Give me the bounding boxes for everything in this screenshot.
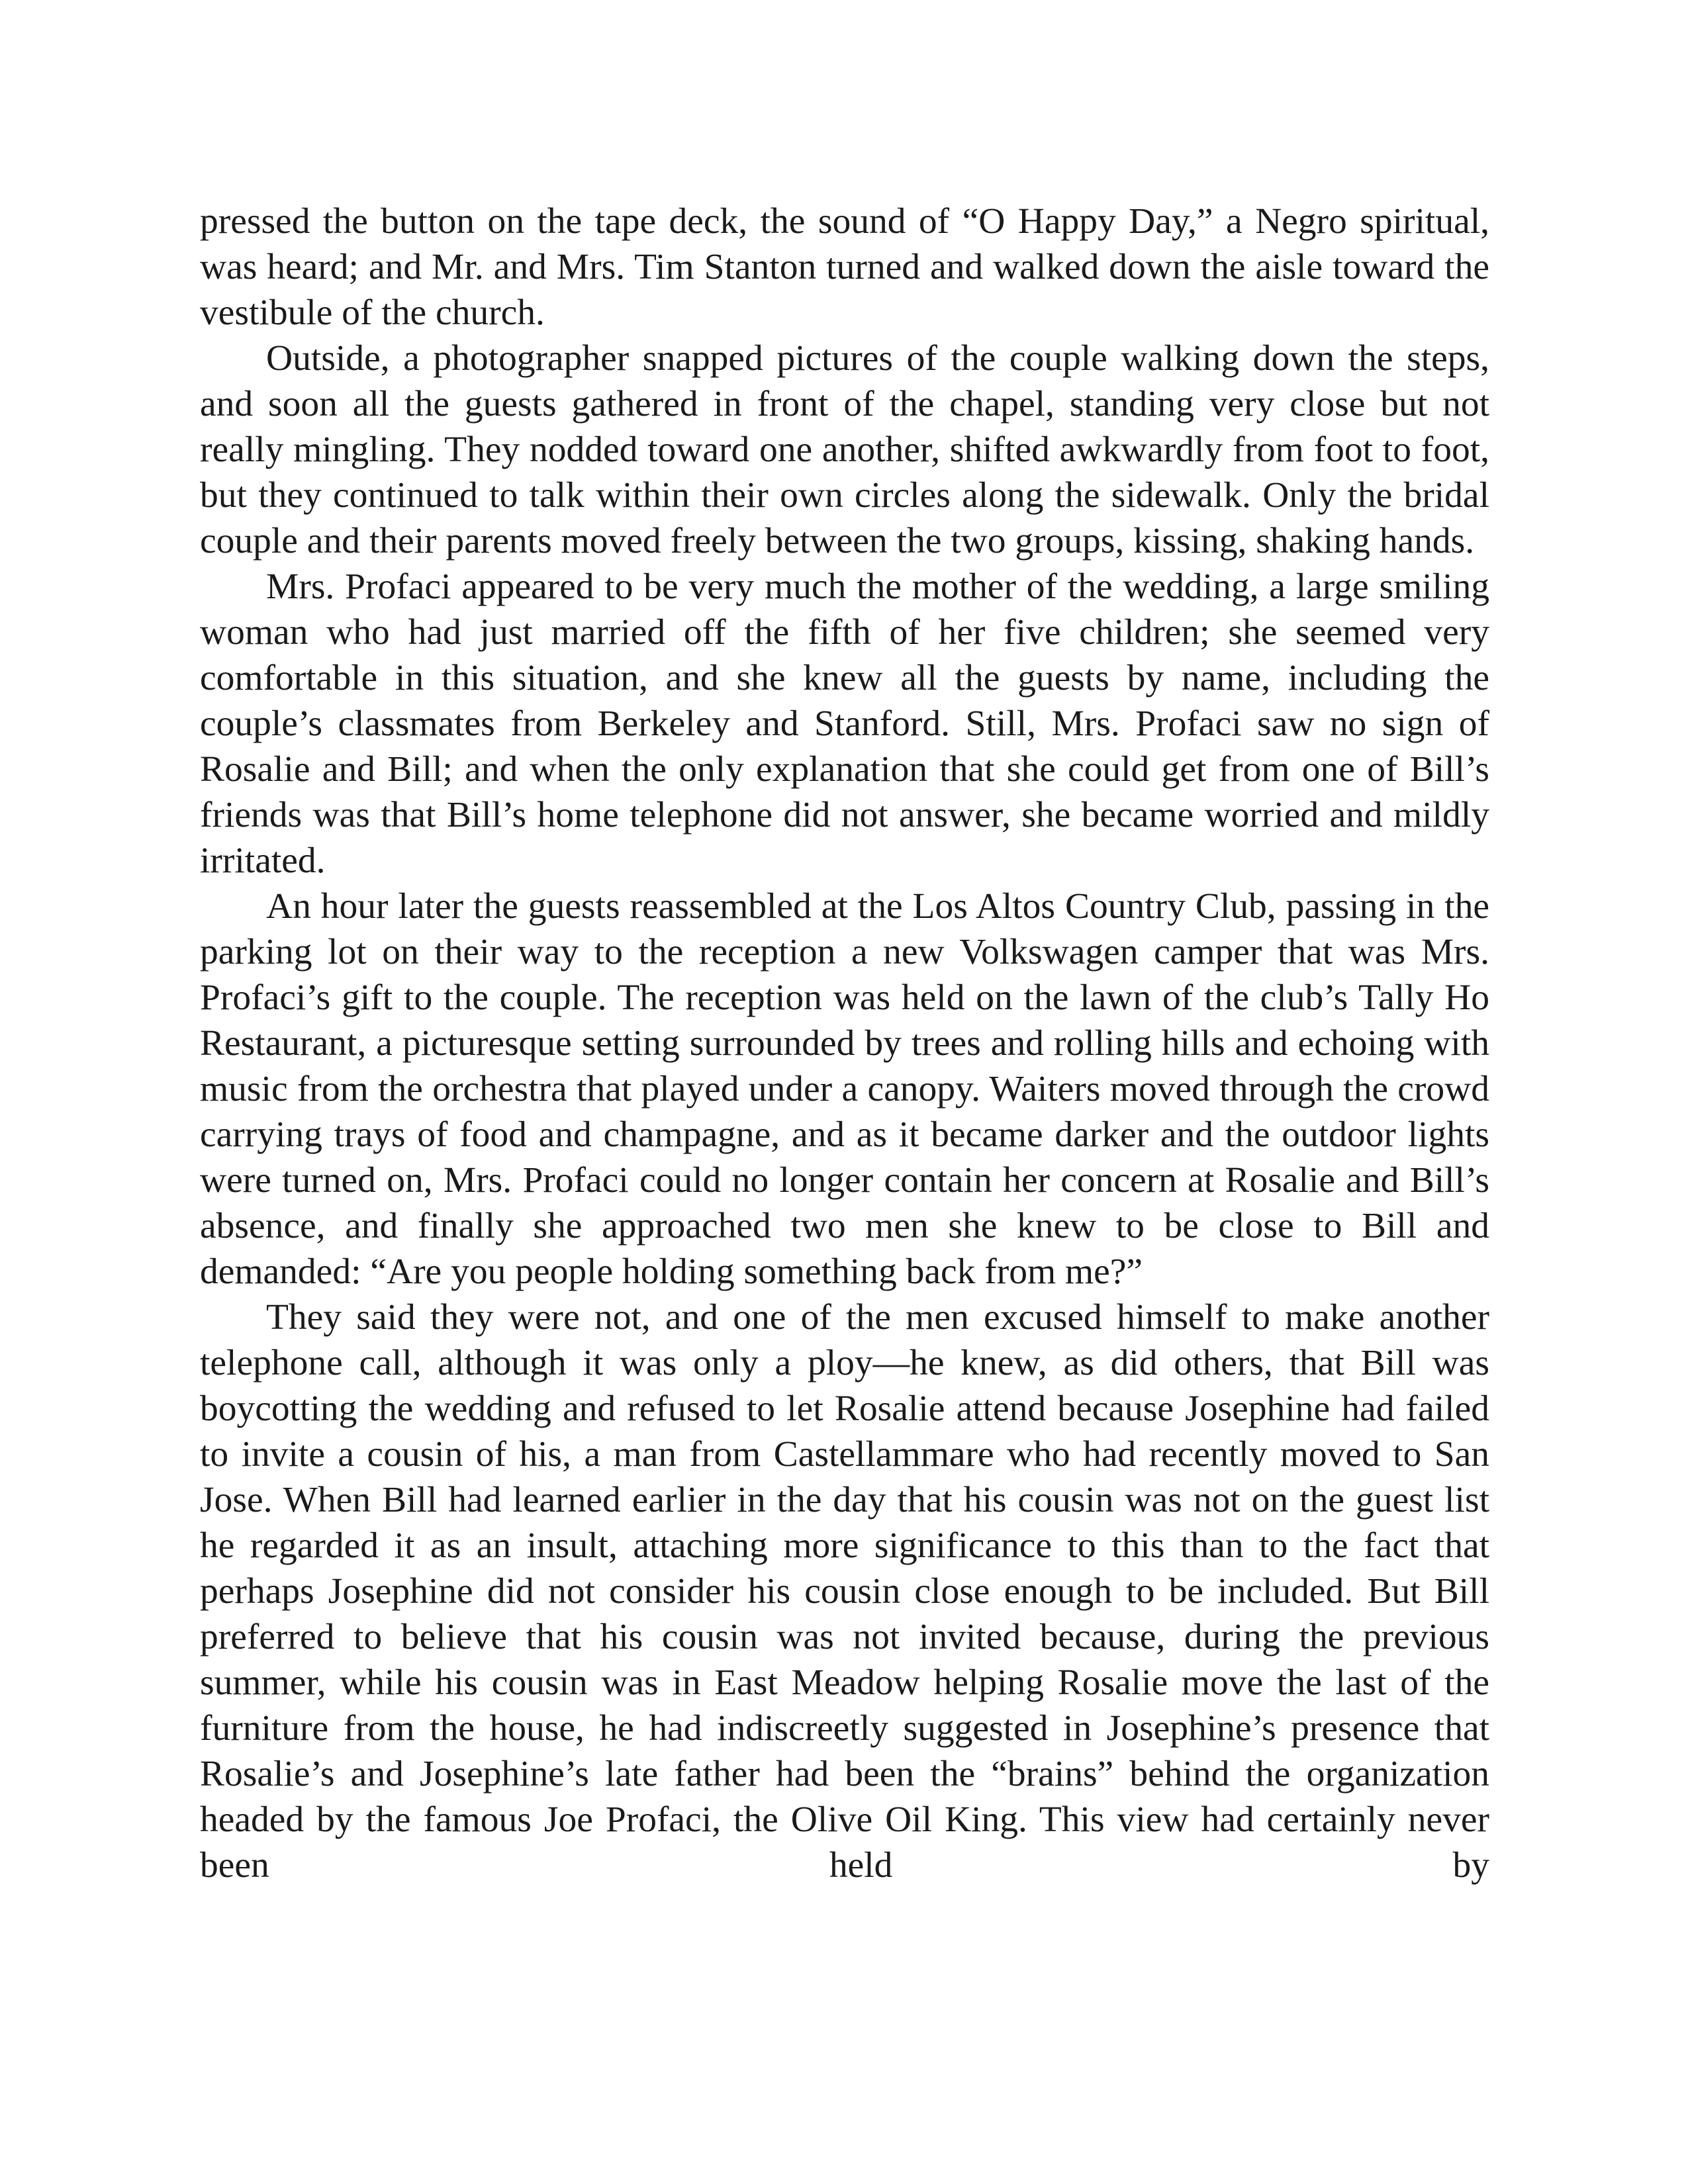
paragraph-5: They said they were not, and one of the men excused himself to make another telephone call, although it was only a ploy—he knew, as did others, that Bill was boycotting the wedding and refused to let Rosalie attend because Josephine had failed to invite a cousin of his, a man from Castellammare who had recently moved to San Jose. When Bill had learned earlier in the day that his cousin was not on the guest list he regarded it as an insult, attaching more significance to this than to the fact that perhaps Josephine did not consider his cousin close enough to be included. But Bill preferred to believe that his cousin was not invited because, during the previous summer, while his cousin was in East Meadow helping Rosalie move the last of the furniture from the house, he had indiscreetly suggested in Josephine’s presence that Rosalie’s and Josephine’s late father had been the “brains” behind the organization headed by the famous Joe Profaci, the Olive Oil King. This view had certainly never been held by [200, 1297, 1489, 1886]
paragraph-2: Outside, a photographer snapped pictures of the couple walking down the steps, and soon all the guests gathered in front of the chapel, standing very close but not really mingling. They nodded toward one another, shifted awkwardly from foot to foot, but they continued to talk within their own circles along the sidewalk. Only the bridal couple and their parents moved freely between the two groups, kissing, shaking hands. [200, 338, 1489, 561]
paragraph-3: Mrs. Profaci appeared to be very much the mother of the wedding, a large smiling woman who had just married off the fifth of her five children; she seemed very comfortable in this situation, and she knew all the guests by name, including the couple’s classmates from Berkeley and Stanford. Still, Mrs. Profaci saw no sign of Rosalie and Bill; and when the only explanation that she could get from one of Bill’s friends was that Bill’s home telephone did not answer, she became worried and mildly irritated. [200, 567, 1489, 881]
document-page [200, 199, 1489, 1888]
paragraph-1: pressed the button on the tape deck, the sound of “O Happy Day,” a Negro spiritual, was heard; and Mr. and Mrs. Tim Stanton turned and walked down the aisle toward the vestibule of the church. [200, 201, 1489, 333]
paragraph-4: An hour later the guests reassembled at the Los Altos Country Club, passing in the parking lot on their way to the reception a new Volkswagen camper that was Mrs. Profaci’s gift to the couple. The reception was held on the lawn of the club’s Tally Ho Restaurant, a picturesque setting surrounded by trees and rolling hills and echoing with music from the orchestra that played under a canopy. Waiters moved through the crowd carrying trays of food and champagne, and as it became darker and the outdoor lights were turned on, Mrs. Profaci could no longer contain her concern at Rosalie and Bill’s absence, and finally she approached two men she knew to be close to Bill and demanded: “Are you people holding something back from me?” [200, 886, 1489, 1292]
